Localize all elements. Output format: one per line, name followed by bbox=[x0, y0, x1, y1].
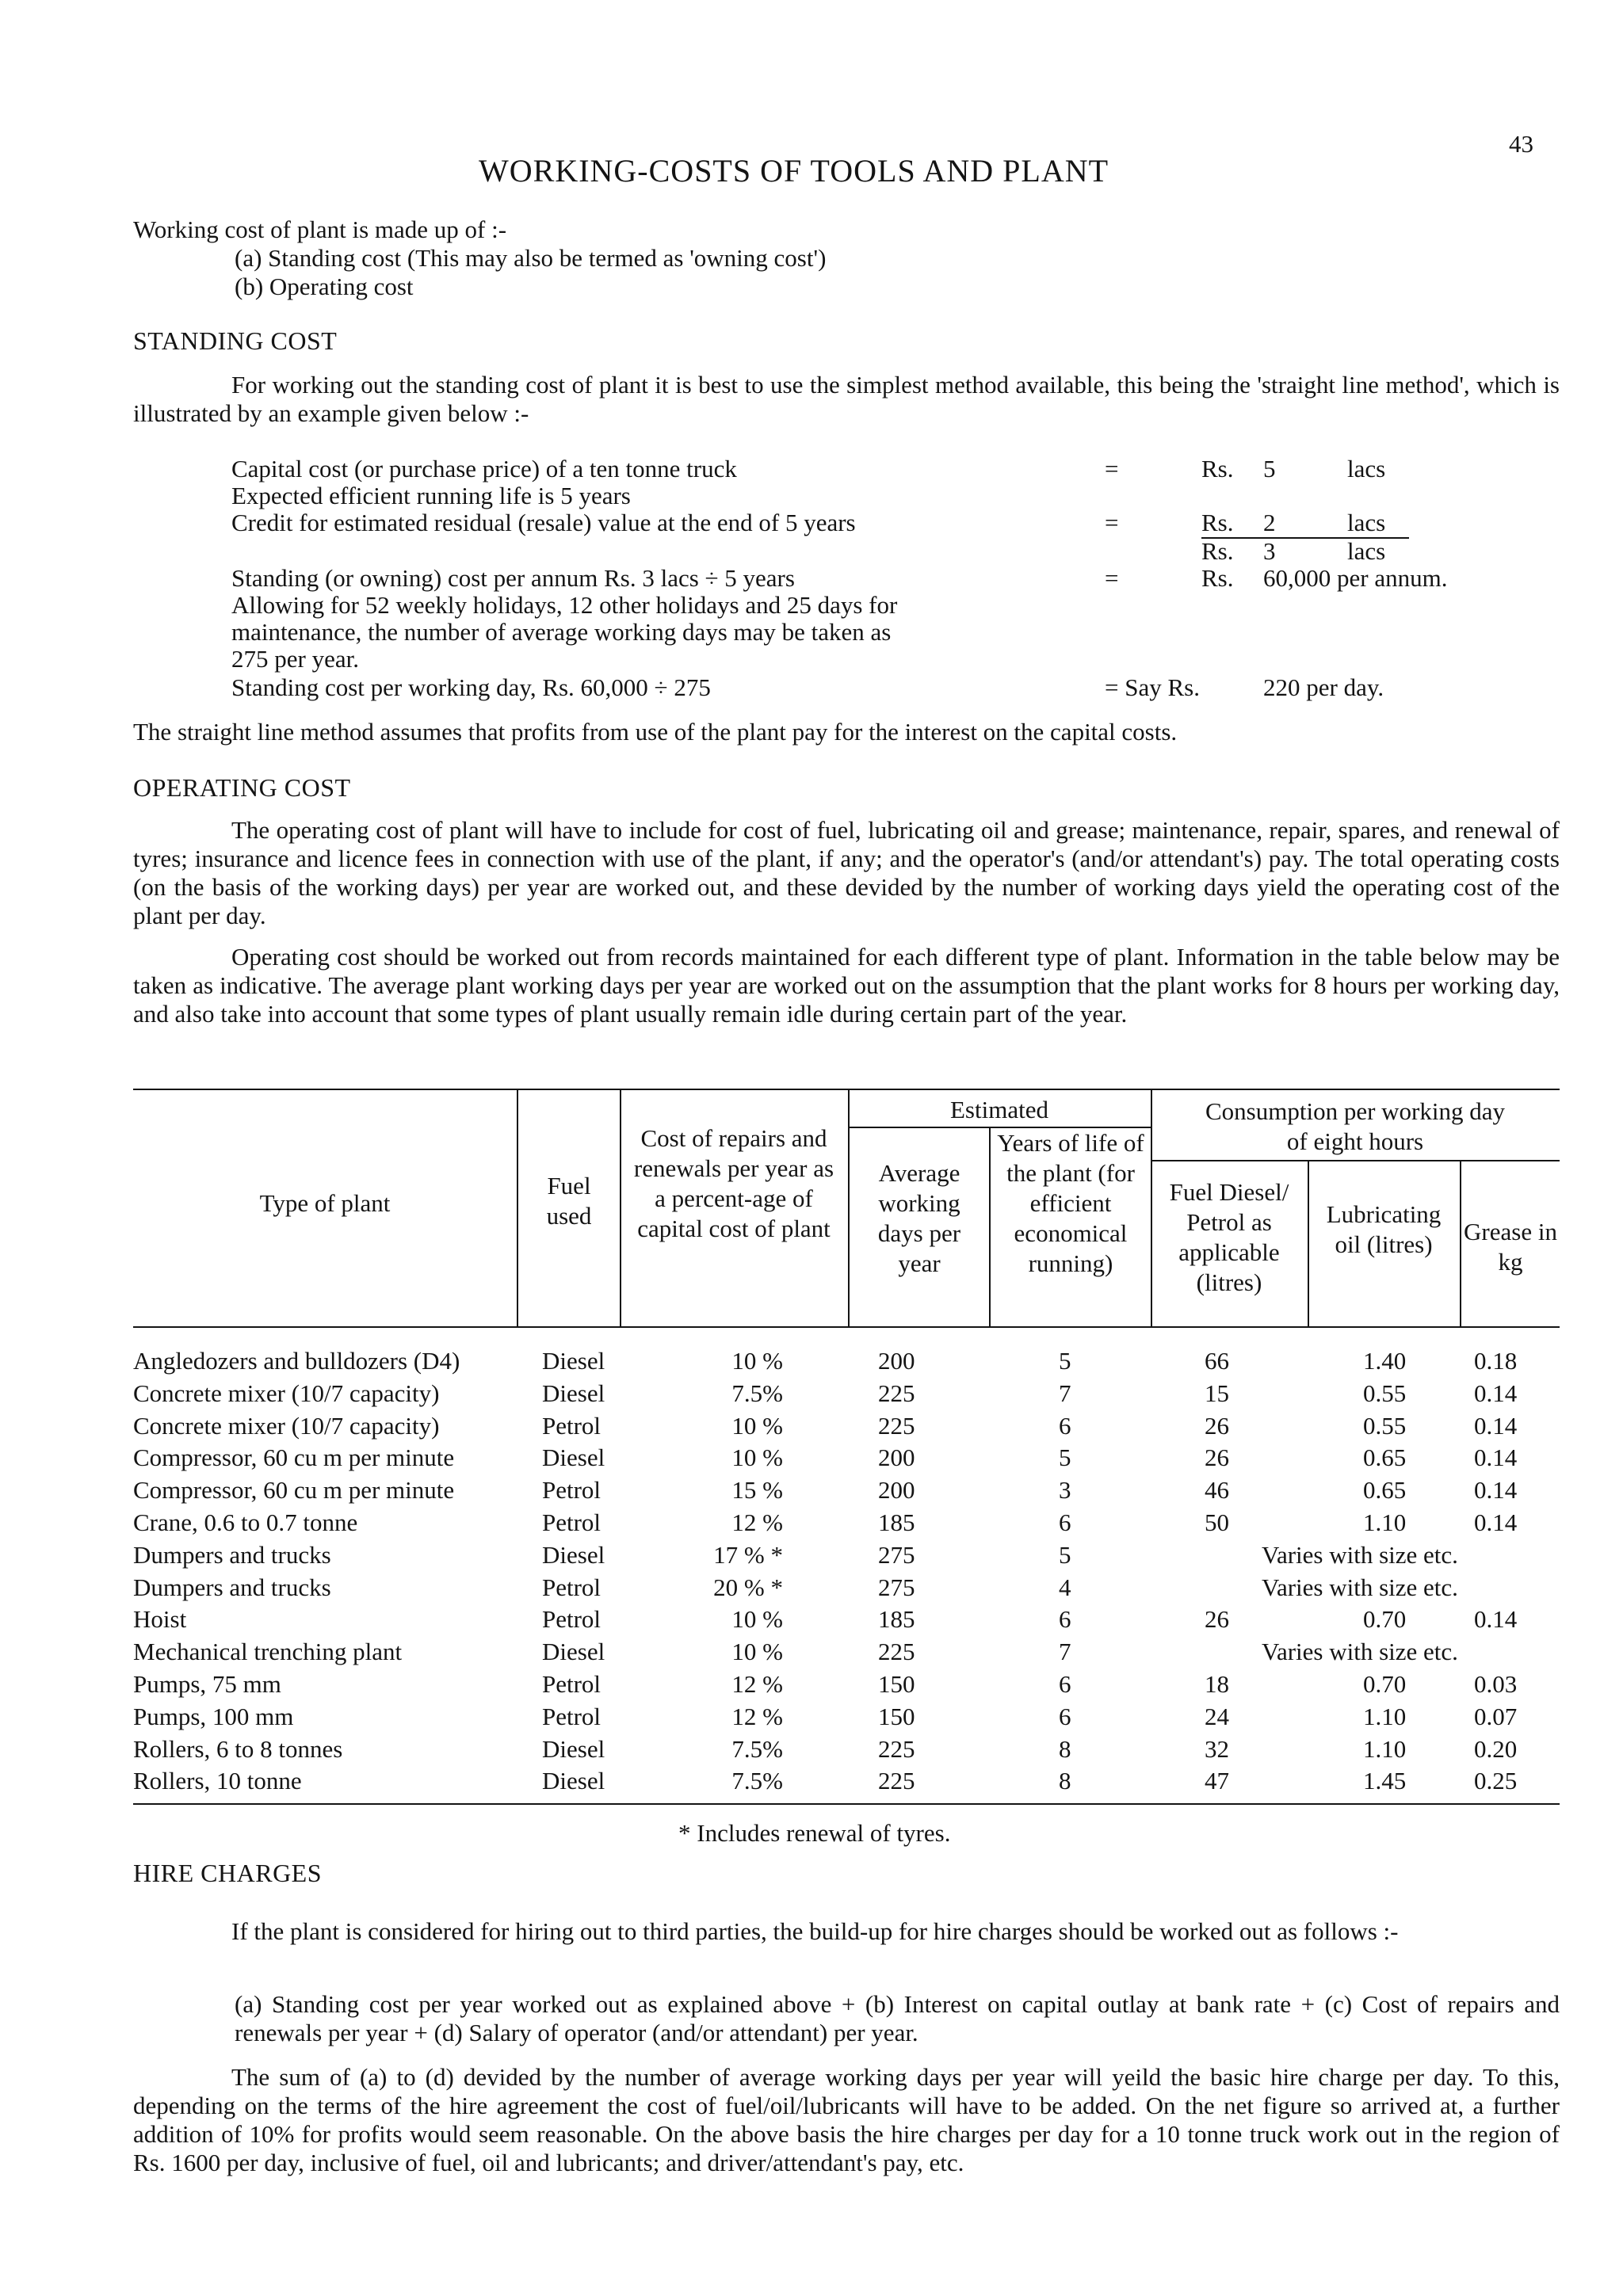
table-row bbox=[0, 1476, 1623, 1508]
cell-type-of-plant: Mechanical trenching plant bbox=[133, 1638, 403, 1665]
cell-years-of-life: 6 bbox=[1059, 1703, 1071, 1730]
cell-fuel-used: Petrol bbox=[542, 1476, 601, 1504]
operating-paragraph-1: The operating cost of plant will have to include for cost of fuel, lubricating oil and grease; maintenance, repair, spares, and renewal of tyres; insurance and licence fees in connection with use of the plant, if any; and the operator's (and/or attendant's) pay. The total operating costs (on the basis of the working days) per year are worked out, and these devided by the number of working days yield the operating cost of the plant per day. bbox=[133, 816, 1560, 929]
cell-fuel-litres: 50 bbox=[1205, 1508, 1229, 1536]
cell-working-days: 200 bbox=[878, 1444, 915, 1471]
cell-consumption-varies: Varies with size etc. bbox=[1262, 1573, 1458, 1601]
cell-years-of-life: 5 bbox=[1059, 1444, 1071, 1471]
cell-repair-cost-percent: 7.5% bbox=[731, 1767, 783, 1794]
header-type-of-plant: Type of plant bbox=[259, 1189, 391, 1217]
header-consumption: Consumption per working day of eight hours bbox=[1205, 1097, 1505, 1155]
cell-grease: 0.14 bbox=[1474, 1412, 1518, 1440]
calc-life: Expected efficient running life is 5 years bbox=[231, 482, 631, 509]
cell-years-of-life: 6 bbox=[1059, 1670, 1071, 1698]
cell-lubricating-oil: 0.55 bbox=[1363, 1379, 1407, 1407]
cell-years-of-life: 6 bbox=[1059, 1412, 1071, 1440]
cell-lubricating-oil: 0.55 bbox=[1363, 1412, 1407, 1440]
cell-years-of-life: 4 bbox=[1059, 1573, 1071, 1601]
cell-grease: 0.14 bbox=[1474, 1476, 1518, 1504]
cell-lubricating-oil: 1.10 bbox=[1363, 1735, 1407, 1763]
cell-fuel-used: Petrol bbox=[542, 1573, 601, 1601]
standing-note: The straight line method assumes that profits from use of the plant pay for the interest on the capital costs. bbox=[133, 718, 1178, 746]
cell-working-days: 225 bbox=[878, 1379, 915, 1407]
cell-working-days: 200 bbox=[878, 1476, 915, 1504]
table-header-rule bbox=[133, 1326, 1560, 1328]
standing-cost-heading: STANDING COST bbox=[133, 326, 338, 355]
cell-grease: 0.14 bbox=[1474, 1444, 1518, 1471]
cell-type-of-plant: Compressor, 60 cu m per minute bbox=[133, 1476, 455, 1504]
standing-cost-paragraph: For working out the standing cost of plant it is best to use the simplest method available, this being the 'straight line method', which is illustrated by an example given below :- bbox=[133, 371, 1560, 427]
cell-consumption-varies: Varies with size etc. bbox=[1262, 1638, 1458, 1665]
cell-years-of-life: 5 bbox=[1059, 1347, 1071, 1375]
cell-fuel-litres: 26 bbox=[1205, 1605, 1229, 1633]
cell-fuel-used: Diesel bbox=[542, 1444, 605, 1471]
cell-lubricating-oil: 1.10 bbox=[1363, 1508, 1407, 1536]
cell-fuel-used: Diesel bbox=[542, 1541, 605, 1569]
hire-paragraph-2: (a) Standing cost per year worked out as explained above + (b) Interest on capital outlay at bank rate + (c) Cost of repairs and renewals per year + (d) Salary of operator (and/or attendant) per year. bbox=[235, 1990, 1560, 2046]
table-row bbox=[0, 1638, 1623, 1669]
page-title: WORKING-COSTS OF TOOLS AND PLANT bbox=[479, 153, 1109, 189]
cell-working-days: 150 bbox=[878, 1703, 915, 1730]
table-row bbox=[0, 1347, 1623, 1379]
cell-lubricating-oil: 0.70 bbox=[1363, 1670, 1407, 1698]
calc-perday: Standing cost per working day, Rs. 60,000 ÷ 275 bbox=[231, 673, 711, 701]
cell-repair-cost-percent: 12 % bbox=[731, 1670, 783, 1698]
cell-fuel-litres: 24 bbox=[1205, 1703, 1229, 1730]
hire-paragraph-3: The sum of (a) to (d) devided by the number of average working days per year will yeild the basic hire charge per day. To this, depending on the terms of the hire agreement the cost of fuel/oil/lubricants will have to be added. On the net figure so arrived at, a further addition of 10% for profits would seem reasonable. On the above basis the hire charges per day for a 10 tonne truck work out in the region of Rs. 1600 per day, inclusive of fuel, oil and lubricants; and driver/attendant's pay, etc. bbox=[133, 2063, 1560, 2176]
calc-credit: Credit for estimated residual (resale) value at the end of 5 years bbox=[231, 509, 856, 536]
cell-type-of-plant: Angledozers and bulldozers (D4) bbox=[133, 1347, 460, 1375]
cell-lubricating-oil: 0.65 bbox=[1363, 1444, 1407, 1471]
cell-fuel-used: Diesel bbox=[542, 1379, 605, 1407]
cell-type-of-plant: Pumps, 75 mm bbox=[133, 1670, 281, 1698]
calc-v3-num: 3 bbox=[1263, 537, 1276, 565]
cell-lubricating-oil: 1.40 bbox=[1363, 1347, 1407, 1375]
cell-years-of-life: 5 bbox=[1059, 1541, 1071, 1569]
cell-type-of-plant: Dumpers and trucks bbox=[133, 1541, 331, 1569]
intro-item-b: (b) Operating cost bbox=[235, 273, 414, 300]
header-cost-of-repairs: Cost of repairs and renewals per year as a percent-age of capital cost of plant bbox=[633, 1124, 834, 1242]
cell-fuel-litres: 66 bbox=[1205, 1347, 1229, 1375]
header-fuel-used: Fuel used bbox=[546, 1172, 592, 1230]
cell-working-days: 225 bbox=[878, 1735, 915, 1763]
cell-lubricating-oil: 0.70 bbox=[1363, 1605, 1407, 1633]
cell-repair-cost-percent: 12 % bbox=[731, 1703, 783, 1730]
cell-type-of-plant: Rollers, 10 tonne bbox=[133, 1767, 302, 1794]
cell-grease: 0.18 bbox=[1474, 1347, 1518, 1375]
operating-cost-heading: OPERATING COST bbox=[133, 773, 351, 802]
calc-rs-4: Rs. bbox=[1201, 564, 1234, 592]
cell-grease: 0.03 bbox=[1474, 1670, 1518, 1698]
cell-type-of-plant: Hoist bbox=[133, 1605, 187, 1633]
cell-working-days: 225 bbox=[878, 1767, 915, 1794]
cell-fuel-used: Petrol bbox=[542, 1412, 601, 1440]
calc-v3-unit: lacs bbox=[1347, 537, 1386, 565]
table-row bbox=[0, 1412, 1623, 1444]
cell-repair-cost-percent: 17 % * bbox=[713, 1541, 783, 1569]
header-lubricating-oil: Lubricating oil (litres) bbox=[1326, 1200, 1442, 1258]
calc-allow-2: maintenance, the number of average working days may be taken as bbox=[231, 618, 892, 646]
operating-paragraph-2: Operating cost should be worked out from records maintained for each different type of plant. Information in the table below may be taken as indicative. The average plant working days per year are worked out on the assumption that the plant works for 8 hours per working day, and also take into account that some types of plant usually remain idle during certain part of the year. bbox=[133, 943, 1560, 1028]
cell-grease: 0.14 bbox=[1474, 1605, 1518, 1633]
cell-type-of-plant: Pumps, 100 mm bbox=[133, 1703, 294, 1730]
hire-charges-heading: HIRE CHARGES bbox=[133, 1859, 323, 1887]
intro-line: Working cost of plant is made up of :- bbox=[133, 215, 507, 243]
calc-v2-num: 2 bbox=[1263, 509, 1276, 536]
calc-eq-1: = bbox=[1105, 455, 1119, 482]
cell-consumption-varies: Varies with size etc. bbox=[1262, 1541, 1458, 1569]
cell-type-of-plant: Concrete mixer (10/7 capacity) bbox=[133, 1412, 440, 1440]
cell-type-of-plant: Rollers, 6 to 8 tonnes bbox=[133, 1735, 343, 1763]
table-row bbox=[0, 1670, 1623, 1702]
cell-fuel-litres: 18 bbox=[1205, 1670, 1229, 1698]
intro-item-a: (a) Standing cost (This may also be termed as 'owning cost') bbox=[235, 244, 827, 272]
cell-fuel-used: Petrol bbox=[542, 1605, 601, 1633]
cell-fuel-used: Diesel bbox=[542, 1347, 605, 1375]
cell-working-days: 225 bbox=[878, 1412, 915, 1440]
table-bottom-rule bbox=[133, 1803, 1560, 1805]
cell-fuel-litres: 47 bbox=[1205, 1767, 1229, 1794]
cell-type-of-plant: Compressor, 60 cu m per minute bbox=[133, 1444, 455, 1471]
cell-lubricating-oil: 1.10 bbox=[1363, 1703, 1407, 1730]
table-row bbox=[0, 1573, 1623, 1605]
cell-working-days: 275 bbox=[878, 1541, 915, 1569]
cell-repair-cost-percent: 20 % * bbox=[713, 1573, 783, 1601]
cell-repair-cost-percent: 15 % bbox=[731, 1476, 783, 1504]
cell-years-of-life: 6 bbox=[1059, 1508, 1071, 1536]
calc-rs-3: Rs. bbox=[1201, 537, 1234, 565]
calc-rs-1: Rs. bbox=[1201, 455, 1234, 482]
table-footnote: * Includes renewal of tyres. bbox=[678, 1819, 951, 1847]
cell-grease: 0.14 bbox=[1474, 1508, 1518, 1536]
cell-fuel-used: Diesel bbox=[542, 1638, 605, 1665]
cell-years-of-life: 3 bbox=[1059, 1476, 1071, 1504]
calc-say: = Say Rs. bbox=[1105, 673, 1200, 701]
cell-repair-cost-percent: 12 % bbox=[731, 1508, 783, 1536]
cell-working-days: 185 bbox=[878, 1508, 915, 1536]
table-top-rule bbox=[133, 1089, 1560, 1090]
calc-rs-2: Rs. bbox=[1201, 509, 1234, 536]
calc-v4: 60,000 per annum. bbox=[1263, 564, 1448, 592]
table-row bbox=[0, 1444, 1623, 1475]
cell-fuel-used: Petrol bbox=[542, 1508, 601, 1536]
cell-repair-cost-percent: 10 % bbox=[731, 1638, 783, 1665]
cell-grease: 0.20 bbox=[1474, 1735, 1518, 1763]
table-row bbox=[0, 1541, 1623, 1573]
calc-v1-unit: lacs bbox=[1347, 455, 1386, 482]
cell-type-of-plant: Dumpers and trucks bbox=[133, 1573, 331, 1601]
calc-v1-num: 5 bbox=[1263, 455, 1276, 482]
cell-fuel-litres: 32 bbox=[1205, 1735, 1229, 1763]
table-row bbox=[0, 1735, 1623, 1767]
table-row bbox=[0, 1379, 1623, 1411]
calc-allow-3: 275 per year. bbox=[231, 645, 359, 673]
header-grease: Grease in kg bbox=[1464, 1218, 1557, 1276]
cell-fuel-used: Diesel bbox=[542, 1767, 605, 1794]
calc-annum: Standing (or owning) cost per annum Rs. 3 lacs ÷ 5 years bbox=[231, 564, 795, 592]
header-average-days: Average working days per year bbox=[877, 1159, 961, 1277]
cell-years-of-life: 6 bbox=[1059, 1605, 1071, 1633]
cell-fuel-used: Petrol bbox=[542, 1703, 601, 1730]
cell-repair-cost-percent: 7.5% bbox=[731, 1735, 783, 1763]
cell-working-days: 185 bbox=[878, 1605, 915, 1633]
cell-years-of-life: 7 bbox=[1059, 1638, 1071, 1665]
table-row bbox=[0, 1605, 1623, 1637]
cell-working-days: 200 bbox=[878, 1347, 915, 1375]
cell-grease: 0.14 bbox=[1474, 1379, 1518, 1407]
calc-eq-2: = bbox=[1105, 509, 1119, 536]
cell-repair-cost-percent: 10 % bbox=[731, 1605, 783, 1633]
cell-working-days: 150 bbox=[878, 1670, 915, 1698]
calc-allow-1: Allowing for 52 weekly holidays, 12 other holidays and 25 days for bbox=[231, 591, 898, 619]
cell-fuel-litres: 46 bbox=[1205, 1476, 1229, 1504]
table-row bbox=[0, 1508, 1623, 1540]
cell-fuel-litres: 26 bbox=[1205, 1412, 1229, 1440]
cell-repair-cost-percent: 10 % bbox=[731, 1444, 783, 1471]
cell-fuel-used: Petrol bbox=[542, 1670, 601, 1698]
header-fuel-diesel-petrol: Fuel Diesel/ Petrol as applicable (litres) bbox=[1169, 1178, 1289, 1296]
calc-eq-3: = bbox=[1105, 564, 1119, 592]
cell-repair-cost-percent: 10 % bbox=[731, 1412, 783, 1440]
cell-repair-cost-percent: 10 % bbox=[731, 1347, 783, 1375]
cell-fuel-litres: 15 bbox=[1205, 1379, 1229, 1407]
cell-years-of-life: 8 bbox=[1059, 1767, 1071, 1794]
calc-v5: 220 per day. bbox=[1263, 673, 1384, 701]
header-years-of-life: Years of life of the plant (for efficient economical running) bbox=[997, 1129, 1144, 1277]
cell-working-days: 275 bbox=[878, 1573, 915, 1601]
cell-lubricating-oil: 1.45 bbox=[1363, 1767, 1407, 1794]
hire-paragraph-1: If the plant is considered for hiring out to third parties, the build-up for hire charges should be worked out as follows :- bbox=[231, 1917, 1399, 1945]
calc-v2-unit: lacs bbox=[1347, 509, 1386, 536]
cell-fuel-litres: 26 bbox=[1205, 1444, 1229, 1471]
cell-type-of-plant: Crane, 0.6 to 0.7 tonne bbox=[133, 1508, 358, 1536]
cell-grease: 0.25 bbox=[1474, 1767, 1518, 1794]
cell-years-of-life: 7 bbox=[1059, 1379, 1071, 1407]
page-number: 43 bbox=[1509, 130, 1533, 158]
cell-fuel-used: Diesel bbox=[542, 1735, 605, 1763]
cell-grease: 0.07 bbox=[1474, 1703, 1518, 1730]
cell-years-of-life: 8 bbox=[1059, 1735, 1071, 1763]
cell-type-of-plant: Concrete mixer (10/7 capacity) bbox=[133, 1379, 440, 1407]
cell-repair-cost-percent: 7.5% bbox=[731, 1379, 783, 1407]
header-estimated: Estimated bbox=[950, 1096, 1048, 1123]
cell-lubricating-oil: 0.65 bbox=[1363, 1476, 1407, 1504]
cell-working-days: 225 bbox=[878, 1638, 915, 1665]
table-row bbox=[0, 1703, 1623, 1734]
table-row bbox=[0, 1767, 1623, 1798]
calc-capital: Capital cost (or purchase price) of a ten tonne truck bbox=[231, 455, 737, 482]
